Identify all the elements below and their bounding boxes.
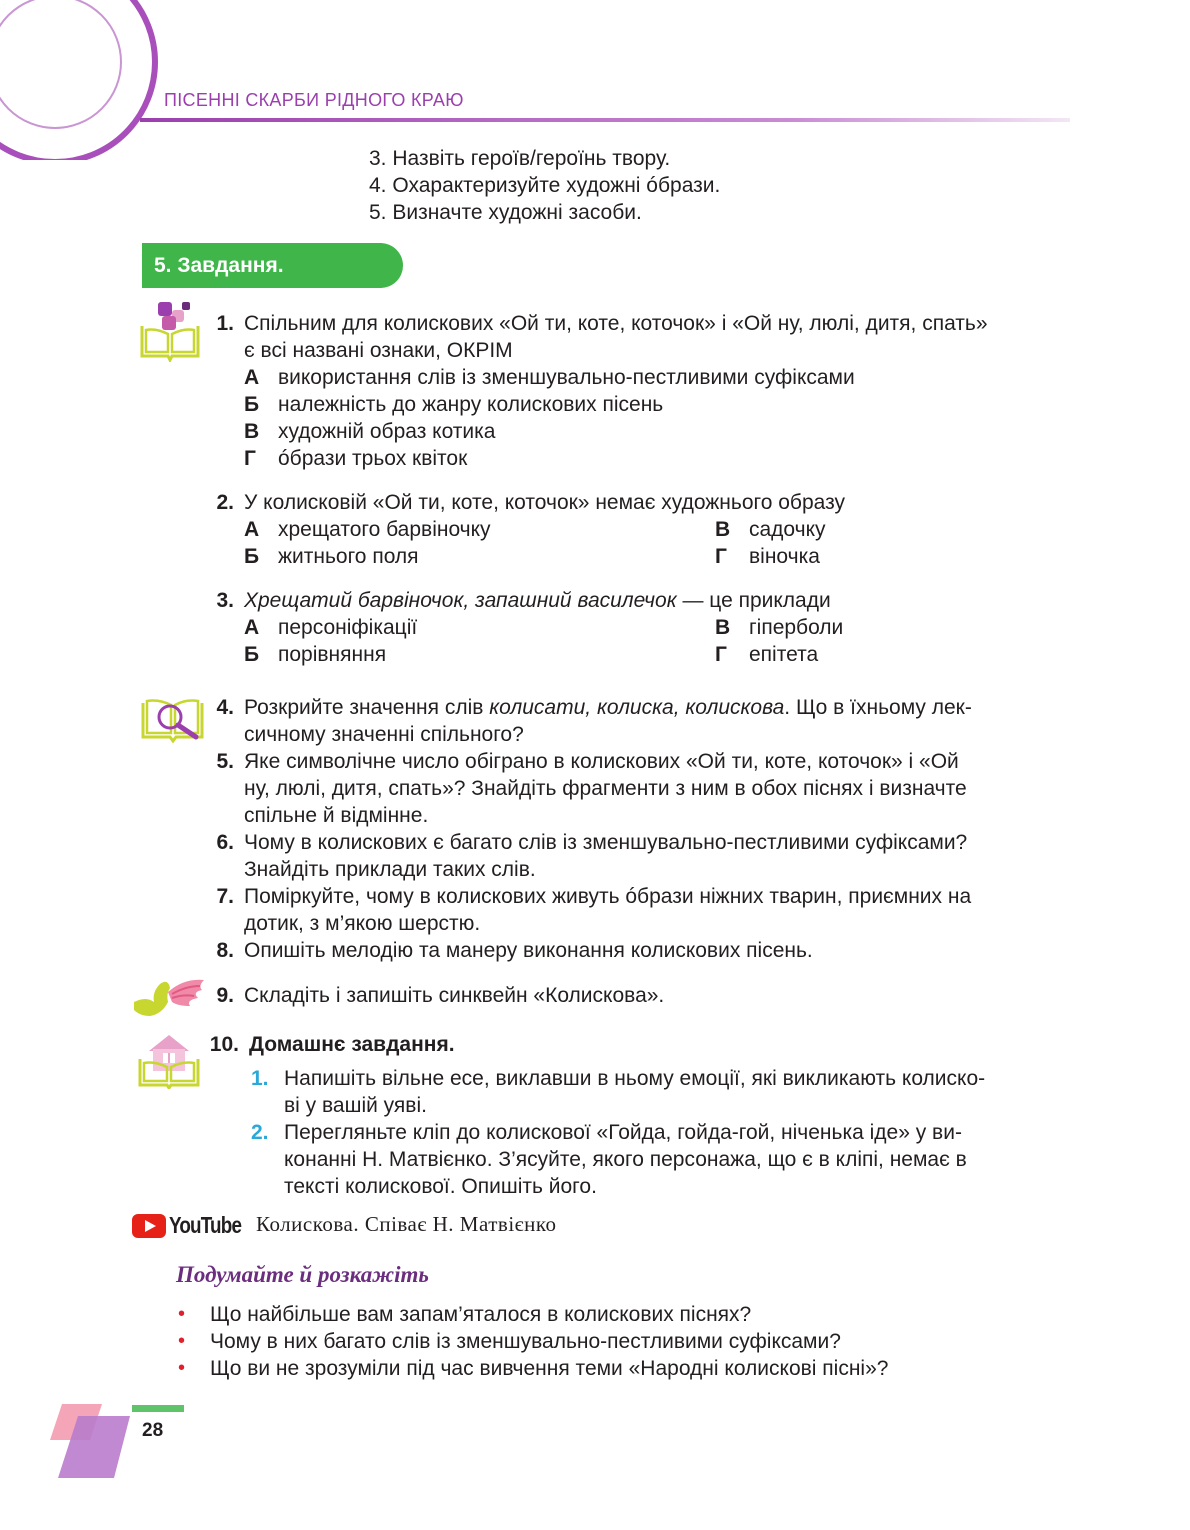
think-item: Що ви не зрозуміли під час вивчення теми «Народні колискові пісні»?	[210, 1357, 889, 1380]
option-text: художній образ котика	[278, 420, 496, 443]
question-number: 3.	[216, 589, 234, 612]
section-title-bar	[142, 243, 403, 288]
question-text	[244, 694, 1071, 721]
youtube-caption: Колискова. Співає Н. Матвієнко	[256, 1212, 557, 1236]
section-title: 5. Завдання.	[154, 254, 284, 277]
homework-item-number: 1.	[251, 1067, 269, 1090]
option-text: порівняння	[278, 643, 387, 666]
option-letter: А	[244, 616, 260, 639]
youtube-play-icon	[132, 1214, 166, 1238]
footer-decoration	[50, 1400, 190, 1480]
bullet-icon: •	[178, 1303, 186, 1325]
question-italic: колисати, колиска, колискова	[489, 696, 785, 719]
youtube-logo-text: YouTube	[169, 1212, 242, 1238]
option-letter: А	[244, 366, 260, 389]
bullet-icon: •	[178, 1357, 186, 1379]
question-number: 1.	[216, 312, 234, 335]
homework-item-number: 2.	[251, 1121, 269, 1144]
option-letter: Б	[244, 643, 260, 666]
option-text: хрещатого барвіночку	[278, 518, 491, 541]
option-text: віночка	[749, 545, 820, 568]
question-text	[244, 587, 831, 614]
header-decoration	[0, 0, 1190, 160]
question-text: Спільним для колискових «Ой ти, коте, коточок» і «Ой ну, люлі, дитя, спать»	[244, 312, 988, 335]
option-letter: Б	[244, 545, 260, 568]
homework-item-text: конанні Н. Матвієнко. З’ясуйте, якого персонажа, що є в кліпі, немає в	[284, 1148, 967, 1171]
option-text: житнього поля	[278, 545, 419, 568]
option-text: використання слів із зменшувально-пестливими суфіксами	[278, 366, 855, 389]
option-letter: В	[715, 616, 731, 639]
option-text: óбрази трьох квіток	[278, 447, 468, 470]
question-number: 8.	[216, 939, 234, 962]
think-item: Чому в них багато слів із зменшувально-пестливими суфіксами?	[210, 1330, 841, 1353]
question-text: Поміркуйте, чому в колискових живуть óбрази ніжних тварин, приємних на	[244, 885, 972, 908]
question-text: Чому в колискових є багато слів із зменшувально-пестливими суфіксами?	[244, 831, 968, 854]
option-letter: В	[715, 518, 731, 541]
question-text: Опишіть мелодію та манеру виконання колискових пісень.	[244, 939, 813, 962]
option-letter: Б	[244, 393, 260, 416]
question-text: є всі названі ознаки, ОКРІМ	[244, 339, 513, 362]
question-italic: Хрещатий барвіночок, запашний василечок	[244, 589, 677, 612]
page-number: 28	[142, 1420, 164, 1441]
book-puzzle-icon	[138, 300, 202, 362]
homework-item-text: Напишіть вільне есе, виклавши в ньому емоції, які викликають колиско-	[284, 1067, 986, 1090]
question-text: спільне й відмінне.	[244, 804, 429, 827]
question-text: дотик, з м’якою шерстю.	[244, 912, 481, 935]
question-number: 10.	[209, 1033, 239, 1056]
question-number: 7.	[216, 885, 234, 908]
option-letter: Г	[244, 447, 256, 470]
house-book-icon	[137, 1033, 201, 1089]
question-number: 5.	[216, 750, 234, 773]
question-number: 6.	[216, 831, 234, 854]
think-title: Подумайте й розкажіть	[176, 1262, 429, 1287]
question-number: 2.	[216, 491, 234, 514]
question-text: сичному значенні спільного?	[244, 723, 524, 746]
question-text-pre: Розкрийте значення слів	[244, 696, 490, 719]
question-number: 9.	[216, 984, 234, 1007]
option-letter: А	[244, 518, 260, 541]
homework-title: Домашнє завдання.	[249, 1033, 455, 1056]
homework-item-text: ві у вашій уяві.	[284, 1094, 427, 1117]
question-text: У колисковій «Ой ти, коте, коточок» немає художнього образу	[244, 491, 845, 514]
question-text-post: . Що в їхньому лек-	[784, 696, 972, 719]
option-text: садочку	[749, 518, 826, 541]
homework-item-text: Перегляньте кліп до колискової «Гойда, гойда-гой, ніченька іде» у ви-	[284, 1121, 962, 1144]
option-letter: Г	[715, 643, 727, 666]
question-text: Знайдіть приклади таких слів.	[244, 858, 536, 881]
bullet-icon: •	[178, 1330, 186, 1352]
option-text: гіперболи	[749, 616, 844, 639]
intro-list-item: 3. Назвіть героїв/героїнь твору.	[369, 147, 671, 170]
question-text-rest: — це приклади	[676, 589, 831, 612]
think-item: Що найбільше вам запам’яталося в колискових піснях?	[210, 1303, 752, 1326]
homework-item-text: тексті колискової. Опишіть його.	[284, 1175, 597, 1198]
question-text: Яке символічне число обіграно в колискових «Ой ти, коте, коточок» і «Ой	[244, 750, 959, 773]
option-letter: В	[244, 420, 260, 443]
intro-list-item: 4. Охарактеризуйте художні óбрази.	[369, 174, 721, 197]
question-text: ну, люлі, дитя, спать»? Знайдіть фрагменти з ним в обох піснях і визначте	[244, 777, 967, 800]
question-number: 4.	[216, 696, 234, 719]
option-text: персоніфікації	[278, 616, 418, 639]
option-text: належність до жанру колискових пісень	[278, 393, 664, 416]
question-text: Складіть і запишіть синквейн «Колискова».	[244, 984, 665, 1007]
header-title: ПІСЕННІ СКАРБИ РІДНОГО КРАЮ	[164, 90, 464, 110]
intro-list-item: 5. Визначте художні засоби.	[369, 201, 642, 224]
option-text: епітета	[749, 643, 819, 666]
option-letter: Г	[715, 545, 727, 568]
